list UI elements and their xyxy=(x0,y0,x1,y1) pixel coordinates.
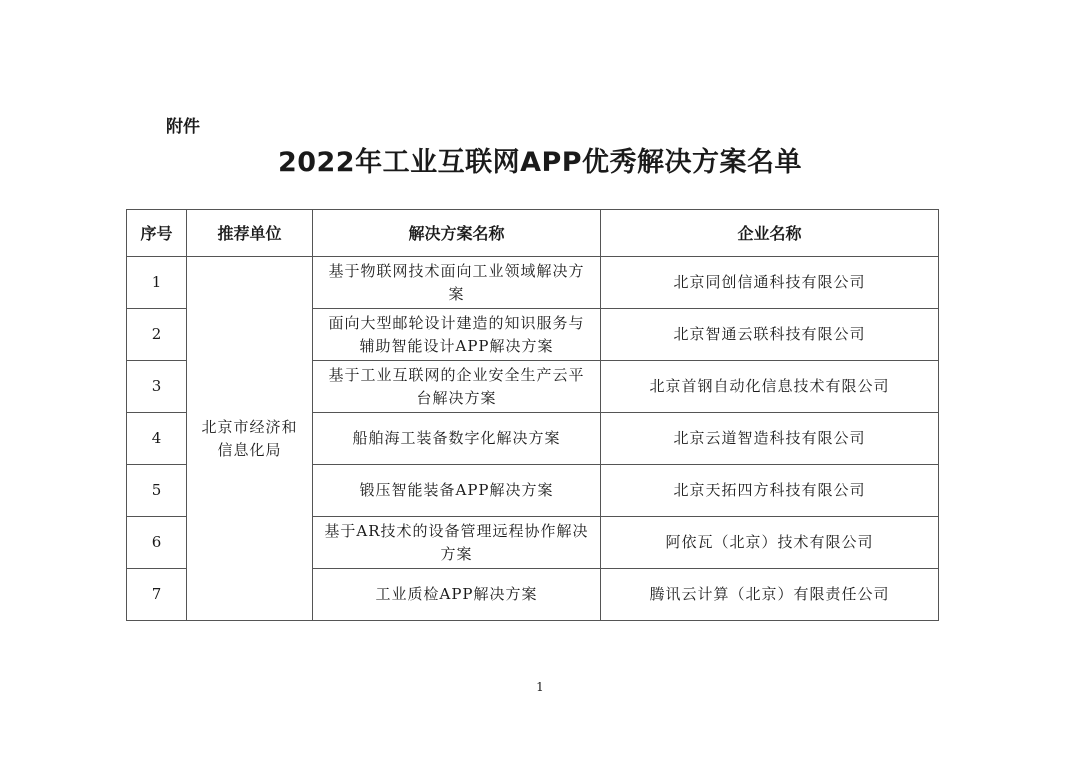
company-name: 北京智通云联科技有限公司 xyxy=(673,325,866,343)
solutions-table xyxy=(126,209,939,621)
solution-name: 工业质检APP解决方案 xyxy=(375,585,538,603)
company-name: 北京云道智造科技有限公司 xyxy=(673,429,866,447)
solution-name: 基于工业互联网的企业安全生产云平台解决方案 xyxy=(328,365,585,407)
header-unit: 推荐单位 xyxy=(187,210,313,257)
solution-name: 锻压智能装备APP解决方案 xyxy=(359,481,554,499)
document-title: 2022年工业互联网APP优秀解决方案名单 xyxy=(277,147,803,178)
row-number: 4 xyxy=(127,413,187,465)
company-cell xyxy=(601,257,939,309)
solution-cell xyxy=(313,413,601,465)
row-number: 6 xyxy=(127,517,187,569)
row-number: 7 xyxy=(127,569,187,621)
header-no: 序号 xyxy=(127,210,187,257)
solution-cell xyxy=(313,517,601,569)
page-number: 1 xyxy=(536,680,544,694)
company-cell xyxy=(601,465,939,517)
solution-cell xyxy=(313,361,601,413)
company-name: 北京同创信通科技有限公司 xyxy=(673,273,866,291)
company-cell xyxy=(601,569,939,621)
solution-name: 船舶海工装备数字化解决方案 xyxy=(352,429,561,447)
row-number: 1 xyxy=(127,257,187,309)
table-header-row xyxy=(127,210,939,257)
company-name: 北京首钢自动化信息技术有限公司 xyxy=(649,377,890,395)
header-company: 企业名称 xyxy=(601,210,939,257)
company-cell xyxy=(601,309,939,361)
solution-name: 基于物联网技术面向工业领域解决方案 xyxy=(328,261,585,303)
attachment-label: 附件 xyxy=(166,117,200,137)
solution-cell xyxy=(313,309,601,361)
table-row xyxy=(127,257,939,309)
row-number: 5 xyxy=(127,465,187,517)
company-name: 腾讯云计算（北京）有限责任公司 xyxy=(649,585,890,603)
solution-cell xyxy=(313,569,601,621)
recommending-unit-cell xyxy=(187,257,313,621)
company-cell xyxy=(601,361,939,413)
solution-name: 面向大型邮轮设计建造的知识服务与辅助智能设计APP解决方案 xyxy=(328,313,585,355)
recommending-unit: 北京市经济和信息化局 xyxy=(201,417,298,459)
company-name: 北京天拓四方科技有限公司 xyxy=(673,481,866,499)
company-name: 阿依瓦（北京）技术有限公司 xyxy=(665,533,874,551)
company-cell xyxy=(601,517,939,569)
solution-name: 基于AR技术的设备管理远程协作解决方案 xyxy=(324,521,589,563)
solution-cell xyxy=(313,257,601,309)
row-number: 3 xyxy=(127,361,187,413)
solution-cell xyxy=(313,465,601,517)
company-cell xyxy=(601,413,939,465)
header-solution: 解决方案名称 xyxy=(313,210,601,257)
row-number: 2 xyxy=(127,309,187,361)
